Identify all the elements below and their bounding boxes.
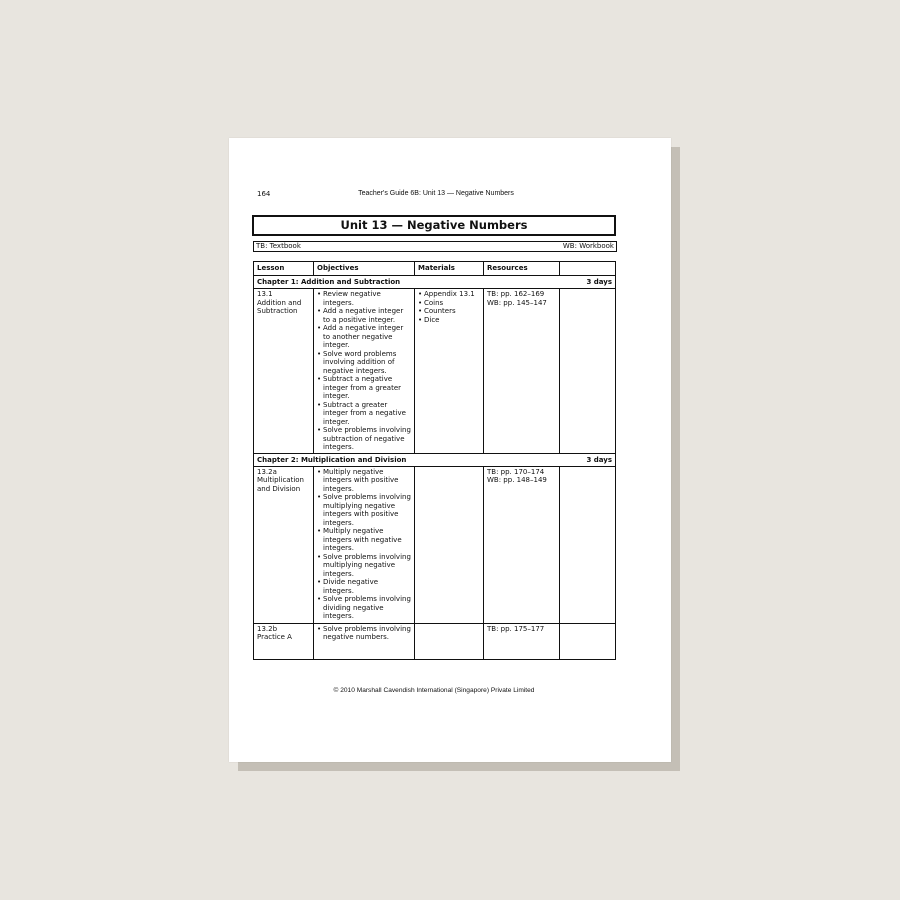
chapter-cell xyxy=(254,276,616,289)
objective-item: • Solve problems involving negative numbers. xyxy=(317,625,411,642)
material-item: • Dice xyxy=(418,316,480,325)
objective-item: • Solve problems involving multiplying negative integers. xyxy=(317,553,411,579)
objectives-list xyxy=(317,290,411,452)
lesson-cell xyxy=(254,623,314,659)
material-item: • Coins xyxy=(418,299,480,308)
chapter-row xyxy=(254,453,616,466)
objectives-cell xyxy=(314,466,415,623)
table-row xyxy=(254,623,616,659)
resources-cell xyxy=(484,289,560,454)
objectives-list xyxy=(317,625,411,642)
objectives-cell xyxy=(314,289,415,454)
blank-cell xyxy=(560,289,616,454)
chapter-days: 3 days xyxy=(586,455,612,464)
page-number: 164 xyxy=(257,190,271,198)
resource-line: TB: pp. 162–169 xyxy=(487,290,545,298)
header-objectives: Objectives xyxy=(314,262,415,276)
lesson-name: and Division xyxy=(257,484,301,493)
unit-title: Unit 13 — Negative Numbers xyxy=(252,215,616,236)
lesson-cell xyxy=(254,466,314,623)
resource-line: WB: pp. 148–149 xyxy=(487,476,547,484)
objective-item: • Divide negative integers. xyxy=(317,578,411,595)
legend-textbook: TB: Textbook xyxy=(256,242,301,250)
lesson-id: 13.2b xyxy=(257,624,278,633)
table-header-row xyxy=(254,262,616,276)
header-lesson: Lesson xyxy=(254,262,314,276)
running-head-title: Teacher's Guide 6B: Unit 13 — Negative Numbers xyxy=(358,190,514,197)
lesson-plan-table xyxy=(253,261,616,660)
materials-cell xyxy=(415,289,484,454)
blank-cell xyxy=(560,623,616,659)
objective-item: • Multiply negative integers with negative integers. xyxy=(317,527,411,553)
chapter-title: Chapter 2: Multiplication and Division xyxy=(257,455,407,464)
objective-item: • Subtract a negative integer from a greater integer. xyxy=(317,375,411,401)
objectives-cell xyxy=(314,623,415,659)
objective-item: • Solve word problems involving addition of negative integers. xyxy=(317,350,411,376)
document-page xyxy=(229,138,671,762)
header-materials: Materials xyxy=(415,262,484,276)
legend-workbook: WB: Workbook xyxy=(562,242,614,250)
materials-cell xyxy=(415,623,484,659)
resource-line: TB: pp. 170–174 xyxy=(487,467,545,476)
resources-cell xyxy=(484,466,560,623)
header-resources: Resources xyxy=(484,262,560,276)
lesson-cell xyxy=(254,289,314,454)
header-blank xyxy=(560,262,616,276)
lesson-id: 13.1 xyxy=(257,290,273,298)
lesson-name: Subtraction xyxy=(257,307,298,315)
chapter-title: Chapter 1: Addition and Subtraction xyxy=(257,278,401,286)
lesson-name: Addition and xyxy=(257,298,302,307)
objective-item: • Solve problems involving subtraction of negative integers. xyxy=(317,426,411,452)
lesson-name: Multiplication xyxy=(257,476,304,484)
objective-item: • Solve problems involving dividing negative integers. xyxy=(317,595,411,621)
objective-item: • Subtract a greater integer from a negative integer. xyxy=(317,401,411,427)
materials-list xyxy=(418,290,480,324)
table-row xyxy=(254,466,616,623)
resources-cell xyxy=(484,623,560,659)
resource-line: TB: pp. 175–177 xyxy=(487,624,545,633)
lesson-name: Practice A xyxy=(257,633,292,641)
materials-cell xyxy=(415,466,484,623)
chapter-cell xyxy=(254,453,616,466)
objective-item: • Add a negative integer to a positive integer. xyxy=(317,307,411,324)
objective-item: • Review negative integers. xyxy=(317,290,411,307)
table-body xyxy=(254,276,616,660)
objective-item: • Solve problems involving multiplying negative integers with positive integers. xyxy=(317,493,411,527)
table-row xyxy=(254,289,616,454)
copyright-footer: © 2010 Marshall Cavendish International (Singapore) Private Limited xyxy=(333,687,535,694)
chapter-days: 3 days xyxy=(586,278,612,286)
objective-item: • Add a negative integer to another negative integer. xyxy=(317,324,411,350)
abbreviation-legend xyxy=(253,241,617,252)
resource-line: WB: pp. 145–147 xyxy=(487,298,547,307)
material-item: • Counters xyxy=(418,307,480,316)
objective-item: • Multiply negative integers with positive integers. xyxy=(317,468,411,494)
objectives-list xyxy=(317,468,411,621)
lesson-id: 13.2a xyxy=(257,467,277,476)
material-item: • Appendix 13.1 xyxy=(418,290,480,299)
blank-cell xyxy=(560,466,616,623)
chapter-row xyxy=(254,276,616,289)
